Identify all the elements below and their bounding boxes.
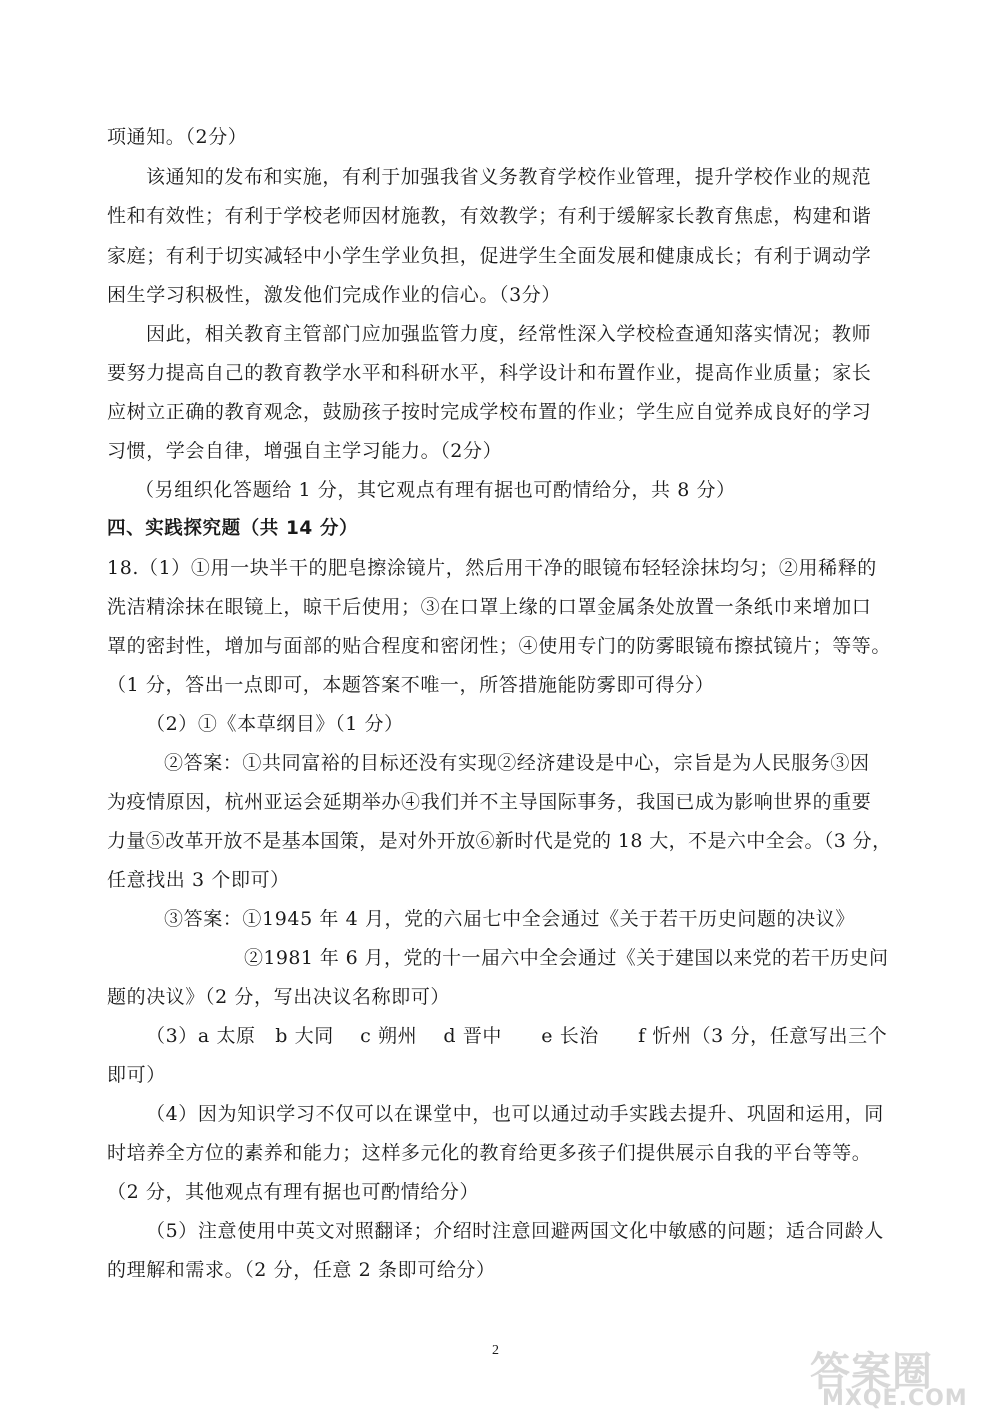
text-line: 为疫情原因，杭州亚运会延期举办④我们并不主导国际事务，我国已成为影响世界的重要	[107, 791, 872, 813]
watermark-logo-text: 答案圈	[810, 1349, 933, 1395]
text-line: 要努力提高自己的教育教学水平和科研水平，科学设计和布置作业，提高作业质量；家长	[107, 362, 872, 384]
text-line: （5）注意使用中英文对照翻译；介绍时注意回避两国文化中敏感的问题；适合同龄人	[146, 1220, 884, 1242]
text-line: ③答案：①1945 年 4 月，党的六届七中全会通过《关于若干历史问题的决议》	[164, 908, 855, 930]
text-line: （另组织化答题给 1 分，其它观点有理有据也可酌情给分，共 8 分）	[135, 479, 736, 501]
text-line: 即可）	[107, 1064, 166, 1086]
text-line: （2）①《本草纲目》（1 分）	[146, 713, 404, 735]
text-line: 罩的密封性，增加与面部的贴合程度和密闭性；④使用专门的防雾眼镜布擦拭镜片；等等。	[107, 635, 892, 657]
text-line: 该通知的发布和实施，有利于加强我省义务教育学校作业管理，提升学校作业的规范	[146, 166, 872, 188]
text-line: 时培养全方位的素养和能力；这样多元化的教育给更多孩子们提供展示自我的平台等等。	[107, 1142, 872, 1164]
text-line: 18.（1）①用一块半干的肥皂擦涂镜片，然后用干净的眼镜布轻轻涂抹均匀；②用稀释的	[107, 557, 877, 579]
text-line: （3）a 太原 b 大同 c 朔州 d 晋中 e 长治 f 忻州（3 分，任意写出三个	[146, 1025, 888, 1047]
text-line: 家庭；有利于切实减轻中小学生学业负担，促进学生全面发展和健康成长；有利于调动学	[107, 245, 872, 267]
text-line: 习惯，学会自律，增强自主学习能力。（2分）	[107, 440, 503, 462]
text-line: 力量⑤改革开放不是基本国策，是对外开放⑥新时代是党的 18 大，不是六中全会。（3 分，	[107, 830, 892, 852]
text-line: 因此，相关教育主管部门应加强监管力度，经常性深入学校检查通知落实情况；教师	[146, 323, 872, 345]
text-line: 性和有效性；有利于学校老师因材施教，有效教学；有利于缓解家长教育焦虑，构建和谐	[107, 205, 872, 227]
text-line: （4）因为知识学习不仅可以在课堂中，也可以通过动手实践去提升、巩固和运用，同	[146, 1103, 884, 1125]
text-line: （1 分，答出一点即可，本题答案不唯一，所答措施能防雾即可得分）	[107, 674, 715, 696]
text-line: 应树立正确的教育观念，鼓励孩子按时完成学校布置的作业；学生应自觉养成良好的学习	[107, 401, 872, 423]
text-line: ②答案：①共同富裕的目标还没有实现②经济建设是中心，宗旨是为人民服务③因	[164, 752, 870, 774]
text-line: 题的决议》（2 分，写出决议名称即可）	[107, 986, 451, 1008]
section-heading: 四、实践探究题（共 14 分）	[107, 518, 359, 539]
page-number: 2	[492, 1343, 499, 1358]
text-line: ②1981 年 6 月，党的十一届六中全会通过《关于建国以来党的若干历史问	[244, 947, 889, 969]
text-line: （2 分，其他观点有理有据也可酌情给分）	[107, 1181, 480, 1203]
text-line: 的理解和需求。（2 分，任意 2 条即可给分）	[107, 1259, 496, 1281]
watermark-url: MXQE.COM	[822, 1386, 968, 1411]
watermark-logo	[800, 1340, 990, 1410]
text-line: 困生学习积极性，激发他们完成作业的信心。（3分）	[107, 284, 561, 306]
text-line: 项通知。（2分）	[107, 126, 248, 148]
text-line: 任意找出 3 个即可）	[107, 869, 290, 891]
text-line: 洗洁精涂抹在眼镜上，晾干后使用；③在口罩上缘的口罩金属条处放置一条纸巾来增加口	[107, 596, 872, 618]
